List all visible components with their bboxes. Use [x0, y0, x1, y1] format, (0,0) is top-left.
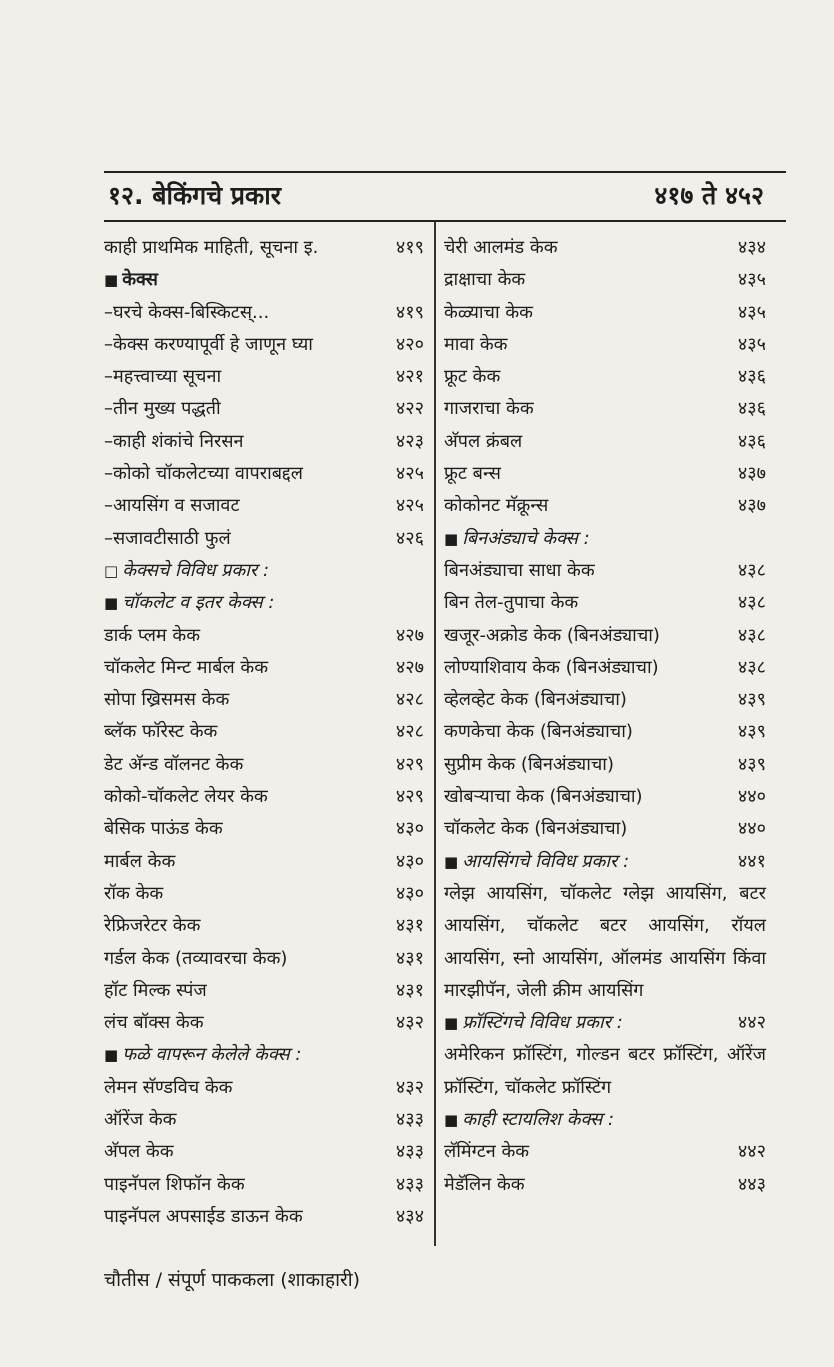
- toc-entry: [444, 297, 766, 329]
- toc-entry-page: ४३३: [395, 1109, 424, 1131]
- toc-entry-title: चॉकलेट मिन्ट मार्बल केक: [104, 656, 269, 678]
- toc-entry-title: ब्लॅक फॉरेस्ट केक: [104, 721, 218, 743]
- toc-entry-page: [418, 555, 424, 587]
- toc-entry: [444, 393, 766, 425]
- toc-entry: [104, 232, 424, 264]
- filled-square-bullet-icon: ■: [104, 271, 119, 290]
- toc-entry-title: केक्सचे विविध प्रकार :: [122, 559, 270, 581]
- toc-sublist-text: ग्लेझ आयसिंग, चॉकलेट ग्लेझ आयसिंग, बटर आयसिंग, चॉकलेट बटर आयसिंग, रॉयल आयसिंग, स्नो आयसिंग, ऑलमंड आयसिंग किंवा मारझीपॅन, जेली क्रीम आयसिंग: [444, 882, 766, 1001]
- toc-entry: [444, 781, 766, 813]
- toc-entry-page: ४३८: [737, 624, 766, 646]
- toc-section-heading: [444, 846, 766, 878]
- toc-entry: [104, 1072, 424, 1104]
- toc-entry-title: –कोको चॉकलेटच्या वापराबद्दल: [104, 463, 303, 485]
- toc-entry-page: ४३५: [737, 269, 766, 291]
- toc-section-heading: [444, 1104, 766, 1136]
- toc-entry-page: ४३०: [395, 818, 424, 840]
- toc-entry-page: ४३९: [737, 721, 766, 743]
- toc-entry-page: [418, 264, 424, 296]
- toc-entry: [444, 684, 766, 716]
- toc-entry-title: बिनअंड्याचे केक्स :: [462, 527, 590, 549]
- toc-entry-page: ४२५: [395, 463, 424, 485]
- toc-entry-title: डेट अ‍ॅन्ड वॉलनट केक: [104, 753, 244, 775]
- toc-entry-title: केळ्याचा केक: [444, 301, 534, 323]
- toc-entry-page: [418, 587, 424, 619]
- toc-entry-title: अ‍ॅपल क्रंबल: [444, 430, 523, 452]
- toc-entry: [104, 1169, 424, 1201]
- toc-entry-title: कोको-चॉकलेट लेयर केक: [104, 786, 268, 808]
- toc-entry: [104, 426, 424, 458]
- toc-entry-title: चॉकलेट केक (बिनअंड्याचा): [444, 818, 628, 840]
- toc-entry-page: ४४०: [737, 818, 766, 840]
- toc-entry-title: चेरी आलमंड केक: [444, 237, 558, 258]
- toc-entry-page: ४२९: [395, 786, 424, 808]
- toc-entry: [104, 813, 424, 845]
- toc-entry-title: खोबऱ्याचा केक (बिनअंड्याचा): [444, 786, 643, 808]
- toc-entry: [104, 781, 424, 813]
- toc-entry: [104, 716, 424, 748]
- toc-entry-page: ४३३: [395, 1173, 424, 1195]
- toc-entry-page: ४३८: [737, 656, 766, 678]
- toc-entry-title: चॉकलेट व इतर केक्स :: [122, 592, 275, 614]
- chapter-page-range: ४१७ ते ४५२: [654, 181, 764, 210]
- toc-entry-page: ४२५: [395, 495, 424, 517]
- toc-entry: [104, 652, 424, 684]
- toc-entry-title: गर्डल केक (तव्यावरचा केक): [104, 947, 288, 969]
- toc-entry-title: पाइनॅपल शिफॉन केक: [104, 1173, 245, 1195]
- header-bottom-rule: [104, 220, 786, 222]
- toc-entry-title: रॉक केक: [104, 882, 164, 904]
- toc-right-column: [444, 232, 766, 1201]
- toc-entry-title: हॉट मिल्क स्पंज: [104, 979, 207, 1001]
- toc-entry: [104, 523, 424, 555]
- toc-entry-page: ४२२: [395, 398, 424, 420]
- toc-entry-page: ४३६: [737, 366, 766, 388]
- toc-entry: [444, 587, 766, 619]
- chapter-title: १२. बेकिंगचे प्रकार: [108, 181, 281, 210]
- column-divider: [434, 222, 436, 1246]
- toc-entry-title: द्राक्षाचा केक: [444, 269, 526, 291]
- toc-entry-page: ४४०: [737, 786, 766, 808]
- toc-entry-page: ४४२: [737, 1012, 766, 1034]
- hollow-square-bullet-icon: □: [104, 561, 119, 580]
- toc-entry-title: फ्रूट केक: [444, 366, 501, 388]
- filled-square-bullet-icon: ■: [444, 1014, 459, 1033]
- toc-entry-page: ४२१: [395, 366, 424, 388]
- toc-entry-title: आयसिंगचे विविध प्रकार :: [462, 850, 630, 872]
- toc-entry-page: ४१९: [395, 237, 424, 258]
- toc-entry-page: ४३४: [737, 237, 766, 258]
- toc-entry: [104, 975, 424, 1007]
- toc-entry-page: ४३६: [737, 430, 766, 452]
- toc-section-heading: [104, 587, 424, 619]
- toc-entry-page: ४२६: [395, 527, 424, 549]
- toc-entry: [444, 264, 766, 296]
- header-top-rule: [104, 171, 786, 173]
- toc-entry: [444, 620, 766, 652]
- toc-entry-page: ४४३: [737, 1173, 766, 1195]
- toc-entry: [444, 652, 766, 684]
- toc-entry-page: ४२३: [395, 430, 424, 452]
- toc-entry-page: ४२८: [395, 721, 424, 743]
- toc-entry: [444, 232, 766, 264]
- toc-entry-title: फ्रूट बन्स: [444, 463, 501, 485]
- toc-entry-page: [760, 523, 766, 555]
- toc-entry: [104, 458, 424, 490]
- toc-entry-page: ४३६: [737, 398, 766, 420]
- toc-section-heading: [444, 1007, 766, 1039]
- toc-entry: [104, 361, 424, 393]
- toc-entry-page: ४३१: [395, 979, 424, 1001]
- toc-entry-title: मार्बल केक: [104, 850, 176, 872]
- toc-entry: [104, 749, 424, 781]
- toc-entry: [444, 1136, 766, 1168]
- toc-entry: [444, 813, 766, 845]
- toc-entry-title: लॅमिंग्टन केक: [444, 1141, 530, 1163]
- toc-entry-title: कोकोनट मॅक्रून्स: [444, 495, 549, 517]
- toc-entry: [104, 878, 424, 910]
- toc-entry-page: ४२७: [395, 624, 424, 646]
- filled-square-bullet-icon: ■: [104, 594, 119, 613]
- toc-entry-title: –महत्त्वाच्या सूचना: [104, 366, 222, 388]
- toc-entry: [104, 943, 424, 975]
- toc-entry: [104, 393, 424, 425]
- filled-square-bullet-icon: ■: [444, 852, 459, 871]
- toc-entry: [104, 684, 424, 716]
- toc-entry-title: –तीन मुख्य पद्धती: [104, 398, 221, 420]
- filled-square-bullet-icon: ■: [444, 1111, 459, 1130]
- toc-entry-page: ४२०: [395, 333, 424, 355]
- toc-entry: [104, 297, 424, 329]
- toc-entry-page: ४३२: [395, 1012, 424, 1034]
- toc-entry: [444, 1169, 766, 1201]
- toc-entry-title: सोपा ख्रिसमस केक: [104, 689, 230, 711]
- toc-entry-title: ऑरेंज केक: [104, 1109, 177, 1131]
- toc-entry: [104, 1136, 424, 1168]
- toc-entry-title: लेमन सॅण्डविच केक: [104, 1076, 233, 1098]
- toc-entry-page: ४३७: [737, 463, 766, 485]
- toc-entry-page: ४२८: [395, 689, 424, 711]
- toc-entry-title: बेसिक पाऊंड केक: [104, 818, 223, 840]
- toc-entry-title: –काही शंकांचे निरसन: [104, 430, 244, 452]
- toc-entry: [444, 716, 766, 748]
- toc-entry: [444, 458, 766, 490]
- toc-entry-title: फळे वापरून केलेले केक्स :: [122, 1044, 302, 1066]
- toc-entry-page: ४४२: [737, 1141, 766, 1163]
- toc-entry-page: ४३८: [737, 559, 766, 581]
- toc-sublist-text: अमेरिकन फ्रॉस्टिंग, गोल्डन बटर फ्रॉस्टिंग, ऑरेंज फ्रॉस्टिंग, चॉकलेट फ्रॉस्टिंग: [444, 1044, 766, 1098]
- toc-entry-page: ४२९: [395, 753, 424, 775]
- toc-section-heading: [444, 523, 766, 555]
- toc-entry-title: कणकेचा केक (बिनअंड्याचा): [444, 721, 633, 743]
- toc-entry-title: –सजावटीसाठी फुलं: [104, 527, 231, 549]
- toc-entry-title: काही प्राथमिक माहिती, सूचना इ.: [104, 237, 319, 258]
- toc-entry: [444, 490, 766, 522]
- page-footer: चौतीस / संपूर्ण पाककला (शाकाहारी): [104, 1269, 361, 1291]
- toc-entry: [104, 1201, 424, 1233]
- toc-entry: [444, 555, 766, 587]
- toc-entry-title: लंच बॉक्स केक: [104, 1012, 204, 1034]
- toc-entry-title: सुप्रीम केक (बिनअंड्याचा): [444, 753, 614, 775]
- toc-entry-page: [760, 1104, 766, 1136]
- toc-entry-title: पाइनॅपल अपसाईड डाऊन केक: [104, 1205, 303, 1227]
- toc-entry-title: रेफ्रिजरेटर केक: [104, 915, 201, 937]
- toc-entry-title: लोण्याशिवाय केक (बिनअंड्याचा): [444, 656, 659, 678]
- toc-entry-page: ४३२: [395, 1076, 424, 1098]
- toc-entry-page: ४४१: [737, 850, 766, 872]
- toc-entry-title: बिनअंड्याचा साधा केक: [444, 559, 595, 581]
- toc-entry-page: ४३०: [395, 850, 424, 872]
- toc-entry: [104, 910, 424, 942]
- toc-entry-title: डार्क प्लम केक: [104, 624, 201, 646]
- toc-section-heading: [104, 1039, 424, 1071]
- toc-entry-page: ४२७: [395, 656, 424, 678]
- toc-entry-title: खजूर-अक्रोड केक (बिनअंड्याचा): [444, 624, 660, 646]
- filled-square-bullet-icon: ■: [104, 1046, 119, 1065]
- toc-entry-page: ४३१: [395, 915, 424, 937]
- toc-entry-page: ४३५: [737, 301, 766, 323]
- toc-entry-title: अ‍ॅपल केक: [104, 1141, 174, 1163]
- toc-entry-title: व्हेलव्हेट केक (बिनअंड्याचा): [444, 689, 627, 711]
- toc-entry-page: ४३८: [737, 592, 766, 614]
- toc-entry: [104, 329, 424, 361]
- toc-entry-page: ४१९: [395, 301, 424, 323]
- toc-section-heading: [104, 264, 424, 296]
- toc-section-heading: [104, 555, 424, 587]
- toc-entry-page: ४३०: [395, 882, 424, 904]
- toc-entry-title: काही स्टायलिश केक्स :: [462, 1109, 615, 1131]
- filled-square-bullet-icon: ■: [444, 529, 459, 548]
- toc-entry-page: [418, 1039, 424, 1071]
- toc-entry-title: बिन तेल-तुपाचा केक: [444, 592, 579, 614]
- toc-entry-page: ४३१: [395, 947, 424, 969]
- toc-entry-page: ४३७: [737, 495, 766, 517]
- toc-entry-title: –घरचे केक्स-बिस्किटस्...: [104, 301, 270, 323]
- toc-entry: [444, 329, 766, 361]
- toc-entry: [104, 1007, 424, 1039]
- toc-entry: [444, 749, 766, 781]
- toc-entry: [444, 361, 766, 393]
- toc-entry-title: –आयसिंग व सजावट: [104, 495, 240, 517]
- toc-entry-title: –केक्स करण्यापूर्वी हे जाणून घ्या: [104, 333, 313, 355]
- toc-entry-page: ४३३: [395, 1141, 424, 1163]
- toc-entry-page: ४३९: [737, 689, 766, 711]
- toc-entry-page: ४३४: [395, 1205, 424, 1227]
- toc-entry: [104, 846, 424, 878]
- toc-entry: [104, 1104, 424, 1136]
- toc-entry-title: केक्स: [122, 269, 158, 291]
- toc-entry-page: ४३५: [737, 333, 766, 355]
- toc-left-column: [104, 232, 424, 1233]
- toc-entry-title: फ्रॉस्टिंगचे विविध प्रकार :: [462, 1012, 623, 1034]
- toc-entry-title: गाजराचा केक: [444, 398, 534, 420]
- toc-entry: [104, 620, 424, 652]
- toc-entry-title: मावा केक: [444, 333, 508, 355]
- toc-entry: [104, 490, 424, 522]
- toc-entry-page: ४३९: [737, 753, 766, 775]
- toc-entry-title: मेडॅलिन केक: [444, 1173, 525, 1195]
- toc-entry: [444, 426, 766, 458]
